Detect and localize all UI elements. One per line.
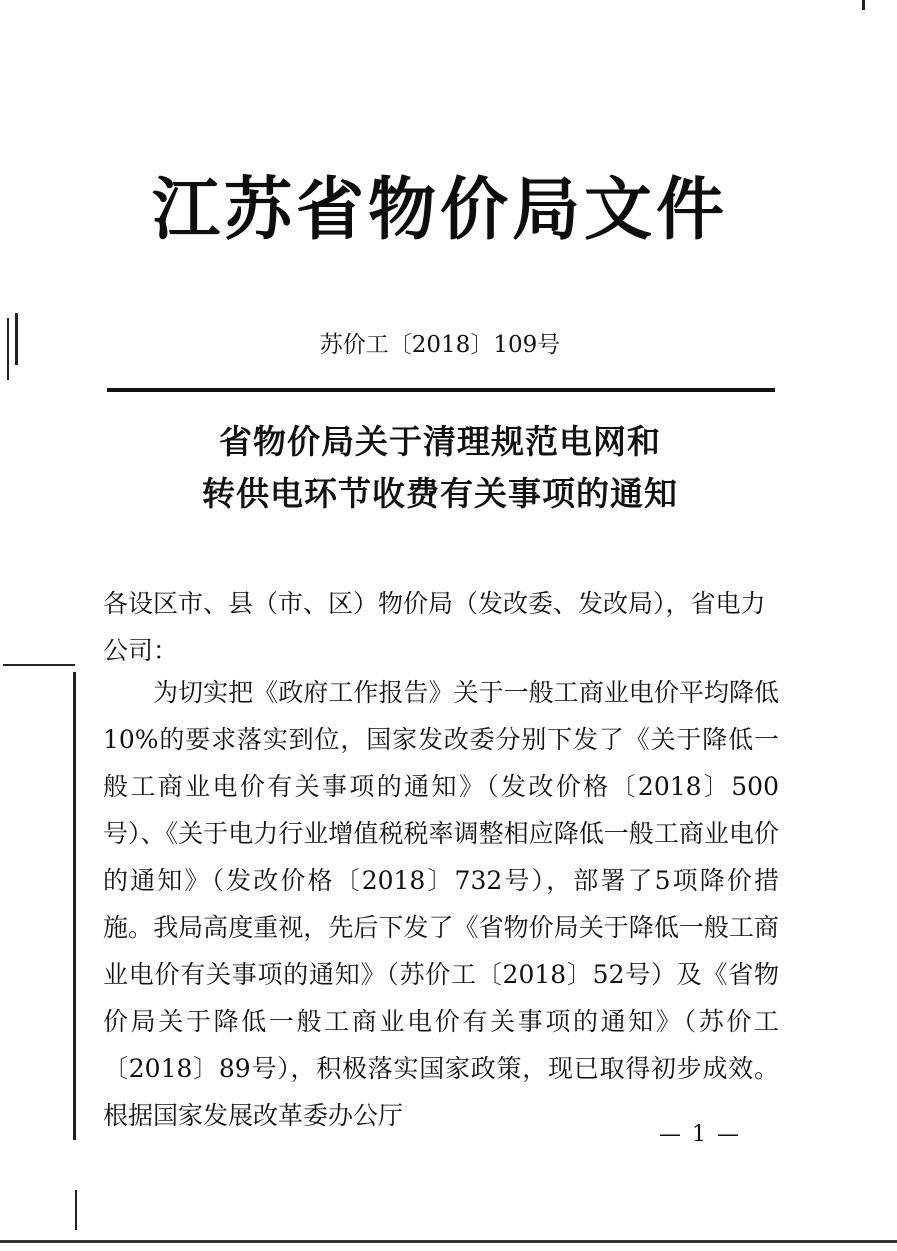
notice-title-line1: 省物价局关于清理规范电网和 xyxy=(219,422,661,461)
scan-mark-left-2 xyxy=(15,313,18,365)
issuer-title: 江苏省物价局文件 xyxy=(151,170,728,250)
scan-mark-margin-lower xyxy=(75,1190,77,1230)
notice-title-line2: 转供电环节收费有关事项的通知 xyxy=(202,474,678,513)
document-number: 苏价工〔2018〕109号 xyxy=(319,332,561,358)
scan-mark-margin-vertical xyxy=(73,672,76,1140)
scan-mark-top-right xyxy=(862,0,865,10)
addressee: 各设区市、县（市、区）物价局（发改委、发改局），省电力公司： xyxy=(103,589,766,665)
header-divider xyxy=(107,388,775,392)
scan-mark-bottom xyxy=(0,1240,897,1243)
body-paragraph: 为切实把《政府工作报告》关于一般工商业电价平均降低10%的要求落实到位，国家发改委分别下发了《关于降低一般工商业电价有关事项的通知》（发改价格〔2018〕500号）、《关于电力行业增值税税率调整相应降低一般工商业电价的通知》（发改价格〔2018〕732号），部署了5项降价措施。我局高度重视，先后下发了《省物价局关于降低一般工商业电价有关事项的通知》（苏价工〔2018〕52号）及《省物价局关于降低一般工商业电价有关事项的通知》（苏价工〔2018〕89号），积极落实国家政策，现已取得初步成效。根据国家发展改革委办公厅 xyxy=(103,678,779,1130)
scan-mark-margin-top xyxy=(3,664,75,666)
page-number: — 1 — xyxy=(659,1122,741,1147)
scan-mark-left-1 xyxy=(7,318,9,380)
